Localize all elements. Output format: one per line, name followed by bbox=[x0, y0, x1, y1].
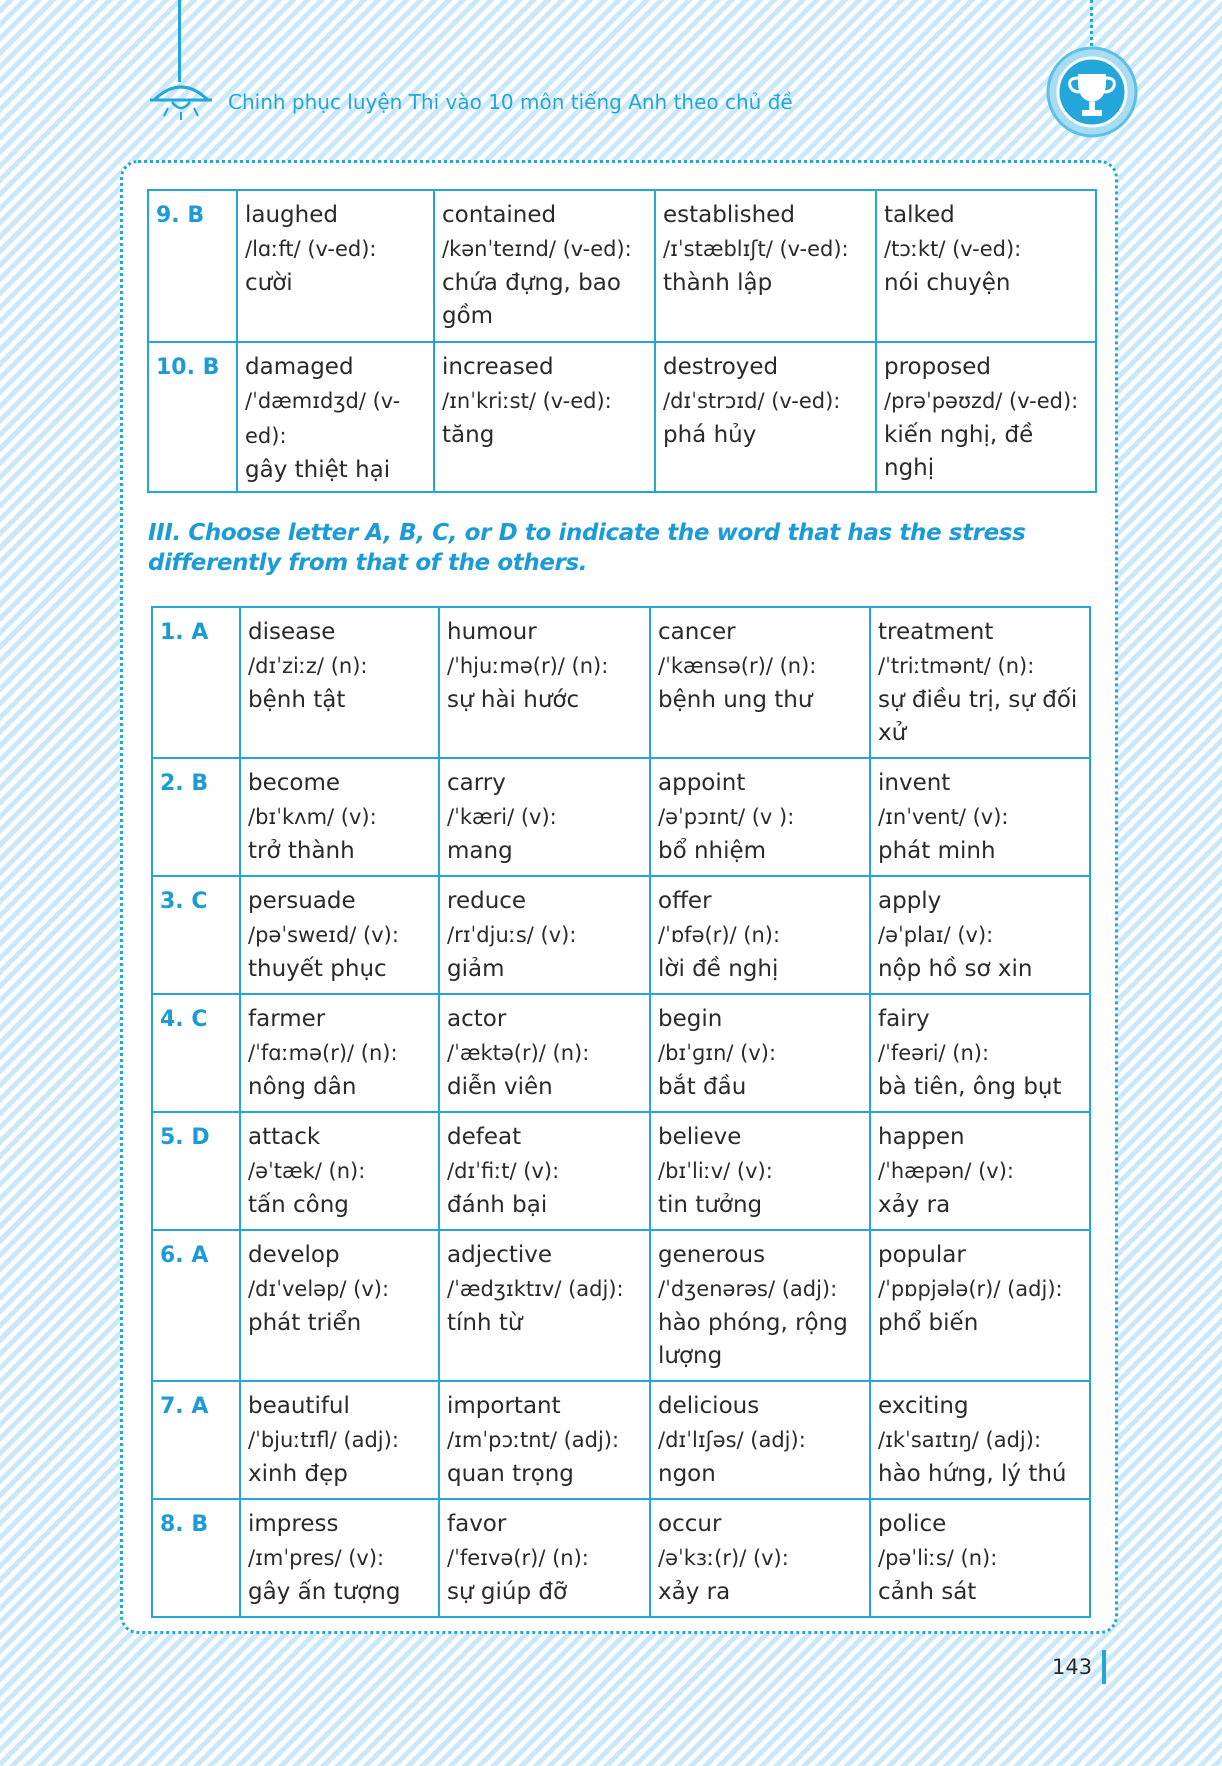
word-cell bbox=[240, 994, 439, 1112]
word-cell bbox=[237, 342, 434, 492]
vocab-word: favor bbox=[447, 1511, 507, 1537]
vocab-ipa: /dɪˈlɪʃəs/ (adj): bbox=[658, 1428, 806, 1452]
vocab-meaning: xảy ra bbox=[658, 1579, 731, 1605]
vocab-ipa: /əˈtæk/ (n): bbox=[248, 1159, 366, 1183]
word-cell bbox=[439, 994, 650, 1112]
vocab-ipa: /ɪmˈpɔːtnt/ (adj): bbox=[447, 1428, 620, 1452]
vocab-meaning: thành lập bbox=[663, 270, 773, 296]
vocab-meaning: xinh đẹp bbox=[248, 1461, 348, 1487]
word-cell bbox=[870, 876, 1090, 994]
answer-cell: 3. C bbox=[152, 876, 240, 994]
word-cell bbox=[870, 1112, 1090, 1230]
vocab-ipa: /dɪˈfiːt/ (v): bbox=[447, 1159, 560, 1183]
vocab-meaning: nông dân bbox=[248, 1074, 357, 1100]
vocab-meaning: cảnh sát bbox=[878, 1579, 977, 1605]
vocab-meaning: chứa đựng, bao gồm bbox=[442, 270, 621, 329]
vocab-ipa: /ˈdʒenərəs/ (adj): bbox=[658, 1277, 838, 1301]
vocab-word: damaged bbox=[245, 354, 354, 380]
vocab-meaning: ngon bbox=[658, 1461, 716, 1487]
vocab-ipa: /ˈfeɪvə(r)/ (n): bbox=[447, 1546, 589, 1570]
vocab-word: humour bbox=[447, 619, 537, 645]
vocab-meaning: tấn công bbox=[248, 1192, 349, 1218]
vocab-word: offer bbox=[658, 888, 712, 914]
hanging-lamp-icon bbox=[146, 78, 216, 122]
trophy-badge-icon bbox=[1044, 44, 1140, 140]
word-cell bbox=[870, 994, 1090, 1112]
vocab-meaning: hào phóng, rộng lượng bbox=[658, 1310, 848, 1369]
vocab-meaning: hào hứng, lý thú bbox=[878, 1461, 1067, 1487]
vocab-word: delicious bbox=[658, 1393, 760, 1419]
vocab-table-top bbox=[147, 189, 1097, 493]
word-cell bbox=[439, 1230, 650, 1381]
vocab-meaning: gây thiệt hại bbox=[245, 457, 391, 483]
vocab-ipa: /ˈdæmɪdʒd/ (v-ed): bbox=[245, 389, 401, 448]
word-cell bbox=[439, 1112, 650, 1230]
vocab-ipa: /prəˈpəʊzd/ (v-ed): bbox=[884, 389, 1079, 413]
word-cell bbox=[870, 607, 1090, 758]
vocab-word: begin bbox=[658, 1006, 723, 1032]
vocab-meaning: phổ biến bbox=[878, 1310, 979, 1336]
vocab-meaning: đánh bại bbox=[447, 1192, 548, 1218]
table-row bbox=[152, 607, 1090, 758]
vocab-meaning: tăng bbox=[442, 422, 495, 448]
word-cell bbox=[434, 190, 655, 342]
vocab-word: beautiful bbox=[248, 1393, 350, 1419]
vocab-ipa: /ˈfɑːmə(r)/ (n): bbox=[248, 1041, 398, 1065]
vocab-ipa: /dɪˈstrɔɪd/ (v-ed): bbox=[663, 389, 841, 413]
table-row bbox=[152, 1112, 1090, 1230]
table-row bbox=[148, 342, 1096, 492]
vocab-ipa: /ˈfeəri/ (n): bbox=[878, 1041, 990, 1065]
vocab-meaning: bệnh tật bbox=[248, 687, 346, 713]
vocab-word: happen bbox=[878, 1124, 965, 1150]
vocab-meaning: quan trọng bbox=[447, 1461, 574, 1487]
vocab-ipa: /ɪmˈpres/ (v): bbox=[248, 1546, 385, 1570]
vocab-meaning: bệnh ung thư bbox=[658, 687, 813, 713]
page-number-bar bbox=[1102, 1650, 1106, 1684]
vocab-meaning: tin tưởng bbox=[658, 1192, 763, 1218]
word-cell bbox=[650, 1112, 870, 1230]
answer-cell: 2. B bbox=[152, 758, 240, 876]
answer-cell: 10. B bbox=[148, 342, 237, 492]
vocab-ipa: /ɪkˈsaɪtɪŋ/ (adj): bbox=[878, 1428, 1042, 1452]
word-cell bbox=[434, 342, 655, 492]
vocab-word: fairy bbox=[878, 1006, 930, 1032]
vocab-word: popular bbox=[878, 1242, 966, 1268]
vocab-meaning: mang bbox=[447, 838, 513, 864]
vocab-meaning: nộp hồ sơ xin bbox=[878, 956, 1033, 982]
vocab-word: carry bbox=[447, 770, 506, 796]
vocab-meaning: giảm bbox=[447, 956, 505, 982]
vocab-word: laughed bbox=[245, 202, 338, 228]
word-cell bbox=[439, 758, 650, 876]
vocab-meaning: tính từ bbox=[447, 1310, 523, 1336]
vocab-ipa: /ˈhæpən/ (v): bbox=[878, 1159, 1014, 1183]
answer-cell: 9. B bbox=[148, 190, 237, 342]
vocab-word: exciting bbox=[878, 1393, 969, 1419]
vocab-ipa: /rɪˈdjuːs/ (v): bbox=[447, 923, 577, 947]
vocab-meaning: xảy ra bbox=[878, 1192, 951, 1218]
vocab-ipa: /ˈhjuːmə(r)/ (n): bbox=[447, 654, 609, 678]
word-cell bbox=[650, 1499, 870, 1617]
answer-cell: 1. A bbox=[152, 607, 240, 758]
header-title: Chinh phục luyện Thi vào 10 môn tiếng Anh theo chủ đề bbox=[228, 90, 793, 114]
word-cell bbox=[655, 342, 876, 492]
vocab-word: occur bbox=[658, 1511, 722, 1537]
vocab-meaning: phát minh bbox=[878, 838, 996, 864]
word-cell bbox=[237, 190, 434, 342]
table-row bbox=[152, 876, 1090, 994]
vocab-ipa: /ˈɒfə(r)/ (n): bbox=[658, 923, 781, 947]
vocab-word: attack bbox=[248, 1124, 321, 1150]
table-row bbox=[152, 758, 1090, 876]
vocab-meaning: cười bbox=[245, 270, 293, 296]
vocab-ipa: /ɪnˈvent/ (v): bbox=[878, 805, 1009, 829]
word-cell bbox=[876, 342, 1096, 492]
vocab-word: proposed bbox=[884, 354, 992, 380]
vocab-table-main bbox=[151, 606, 1091, 1618]
vocab-meaning: trở thành bbox=[248, 838, 355, 864]
vocab-word: invent bbox=[878, 770, 951, 796]
vocab-word: increased bbox=[442, 354, 554, 380]
answer-cell: 5. D bbox=[152, 1112, 240, 1230]
vocab-meaning: phát triển bbox=[248, 1310, 362, 1336]
page-number: 143 bbox=[1052, 1655, 1093, 1679]
vocab-word: adjective bbox=[447, 1242, 553, 1268]
table-row bbox=[148, 190, 1096, 342]
vocab-ipa: /ɪnˈkriːst/ (v-ed): bbox=[442, 389, 612, 413]
vocab-meaning: nói chuyện bbox=[884, 270, 1011, 296]
vocab-meaning: bắt đầu bbox=[658, 1074, 747, 1100]
vocab-word: appoint bbox=[658, 770, 746, 796]
word-cell bbox=[240, 607, 439, 758]
word-cell bbox=[870, 758, 1090, 876]
answer-cell: 7. A bbox=[152, 1381, 240, 1499]
word-cell bbox=[650, 1381, 870, 1499]
vocab-ipa: /pəˈsweɪd/ (v): bbox=[248, 923, 399, 947]
vocab-ipa: /ˈkæri/ (v): bbox=[447, 805, 557, 829]
word-cell bbox=[240, 1381, 439, 1499]
vocab-ipa: /əˈpɔɪnt/ (v ): bbox=[658, 805, 795, 829]
vocab-meaning: gây ấn tượng bbox=[248, 1579, 401, 1605]
vocab-ipa: /bɪˈkʌm/ (v): bbox=[248, 805, 377, 829]
vocab-ipa: /pəˈliːs/ (n): bbox=[878, 1546, 998, 1570]
vocab-ipa: /dɪˈziːz/ (n): bbox=[248, 654, 368, 678]
vocab-ipa: /əˈplaɪ/ (v): bbox=[878, 923, 994, 947]
word-cell bbox=[240, 758, 439, 876]
vocab-word: farmer bbox=[248, 1006, 326, 1032]
vocab-ipa: /ˈpɒpjələ(r)/ (adj): bbox=[878, 1277, 1063, 1301]
vocab-meaning: diễn viên bbox=[447, 1074, 553, 1100]
vocab-word: actor bbox=[447, 1006, 507, 1032]
table-row bbox=[152, 994, 1090, 1112]
vocab-ipa: /dɪˈveləp/ (v): bbox=[248, 1277, 390, 1301]
section-heading: III. Choose letter A, B, C, or D to indicate the word that has the stress differently from that of the others. bbox=[148, 520, 1026, 576]
word-cell bbox=[870, 1230, 1090, 1381]
word-cell bbox=[439, 1499, 650, 1617]
vocab-ipa: /ˈbjuːtɪfl/ (adj): bbox=[248, 1428, 399, 1452]
vocab-meaning: bà tiên, ông bụt bbox=[878, 1074, 1062, 1100]
vocab-ipa: /lɑːft/ (v-ed): bbox=[245, 237, 377, 261]
word-cell bbox=[439, 607, 650, 758]
vocab-ipa: /ˈædʒɪktɪv/ (adj): bbox=[447, 1277, 624, 1301]
table-row bbox=[152, 1381, 1090, 1499]
vocab-word: disease bbox=[248, 619, 336, 645]
answer-cell: 6. A bbox=[152, 1230, 240, 1381]
word-cell bbox=[876, 190, 1096, 342]
vocab-word: contained bbox=[442, 202, 557, 228]
word-cell bbox=[870, 1499, 1090, 1617]
vocab-ipa: /kənˈteɪnd/ (v-ed): bbox=[442, 237, 632, 261]
vocab-word: cancer bbox=[658, 619, 736, 645]
vocab-word: police bbox=[878, 1511, 947, 1537]
vocab-meaning: sự điều trị, sự đối xử bbox=[878, 687, 1078, 746]
vocab-word: apply bbox=[878, 888, 942, 914]
vocab-meaning: kiến nghị, đề nghị bbox=[884, 422, 1034, 481]
word-cell bbox=[240, 1230, 439, 1381]
word-cell bbox=[439, 1381, 650, 1499]
vocab-word: believe bbox=[658, 1124, 742, 1150]
vocab-ipa: /bɪˈliːv/ (v): bbox=[658, 1159, 773, 1183]
word-cell bbox=[240, 1112, 439, 1230]
word-cell bbox=[650, 1230, 870, 1381]
vocab-word: treatment bbox=[878, 619, 994, 645]
vocab-word: defeat bbox=[447, 1124, 522, 1150]
word-cell bbox=[650, 994, 870, 1112]
vocab-word: reduce bbox=[447, 888, 527, 914]
word-cell bbox=[650, 607, 870, 758]
word-cell bbox=[650, 758, 870, 876]
word-cell bbox=[240, 1499, 439, 1617]
vocab-word: established bbox=[663, 202, 795, 228]
table-row bbox=[152, 1499, 1090, 1617]
word-cell bbox=[870, 1381, 1090, 1499]
answer-cell: 4. C bbox=[152, 994, 240, 1112]
vocab-meaning: sự hài hước bbox=[447, 687, 580, 713]
vocab-ipa: /tɔːkt/ (v-ed): bbox=[884, 237, 1022, 261]
vocab-ipa: /ˈtriːtmənt/ (n): bbox=[878, 654, 1035, 678]
vocab-word: become bbox=[248, 770, 341, 796]
vocab-ipa: /ˈæktə(r)/ (n): bbox=[447, 1041, 590, 1065]
vocab-meaning: thuyết phục bbox=[248, 956, 387, 982]
vocab-word: important bbox=[447, 1393, 561, 1419]
vocab-meaning: phá hủy bbox=[663, 422, 757, 448]
vocab-meaning: bổ nhiệm bbox=[658, 838, 767, 864]
word-cell bbox=[650, 876, 870, 994]
lamp-cord bbox=[178, 0, 181, 82]
vocab-word: persuade bbox=[248, 888, 356, 914]
table-row bbox=[152, 1230, 1090, 1381]
vocab-word: talked bbox=[884, 202, 955, 228]
vocab-ipa: /əˈkɜː(r)/ (v): bbox=[658, 1546, 789, 1570]
vocab-ipa: /ˈkænsə(r)/ (n): bbox=[658, 654, 817, 678]
vocab-word: impress bbox=[248, 1511, 339, 1537]
vocab-word: generous bbox=[658, 1242, 766, 1268]
answer-cell: 8. B bbox=[152, 1499, 240, 1617]
vocab-word: destroyed bbox=[663, 354, 779, 380]
vocab-meaning: lời đề nghị bbox=[658, 956, 779, 982]
vocab-word: develop bbox=[248, 1242, 340, 1268]
vocab-meaning: sự giúp đỡ bbox=[447, 1579, 568, 1605]
vocab-ipa: /bɪˈɡɪn/ (v): bbox=[658, 1041, 777, 1065]
word-cell bbox=[655, 190, 876, 342]
word-cell bbox=[439, 876, 650, 994]
vocab-ipa: /ɪˈstæblɪʃt/ (v-ed): bbox=[663, 237, 849, 261]
word-cell bbox=[240, 876, 439, 994]
